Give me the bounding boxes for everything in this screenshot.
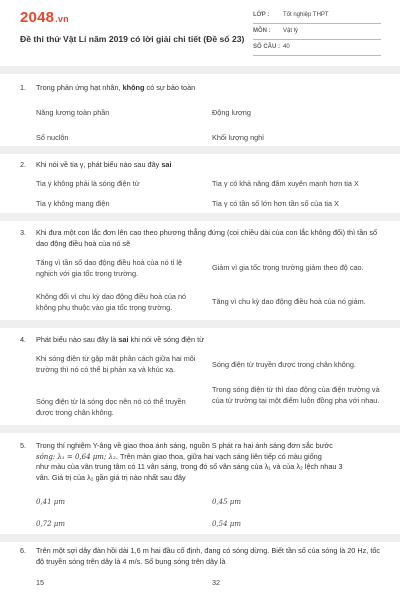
answer-option[interactable]: Tia γ không phải là sóng điện từ [36, 179, 140, 188]
question-text: Phát biểu nào sau đây là sai khi nói về sóng điện từ [36, 335, 204, 344]
answer-option[interactable]: 15 [36, 578, 45, 587]
logo-main: 2048 [20, 9, 55, 26]
exam-meta [253, 8, 381, 56]
answer-option[interactable]: Tia γ có tần số lớn hơn tần số của tia X [212, 199, 339, 208]
meta-value: Tốt nghiệp THPT [283, 12, 329, 18]
answer-option[interactable]: Số nuclôn [36, 133, 69, 142]
meta-value: 40 [283, 44, 290, 50]
question-number: 2. [20, 160, 27, 169]
answer-option[interactable]: Sóng điện từ truyền được trong chân không. [212, 360, 356, 369]
site-logo[interactable] [20, 9, 69, 26]
question-number: 5. [20, 441, 27, 450]
meta-label: LỚP : [253, 12, 270, 18]
answer-option[interactable]: 0,45 μm [212, 498, 241, 506]
section-divider [0, 146, 400, 154]
logo-suffix: .vn [55, 14, 69, 24]
section-divider [0, 213, 400, 221]
meta-value: Vật lý [283, 28, 299, 34]
meta-row-class [253, 8, 381, 24]
answer-option[interactable]: Giảm vì gia tốc trọng trường giảm theo độ cao. [212, 263, 364, 272]
answer-option[interactable]: Tia γ có khả năng đâm xuyên mạnh hơn tia X [212, 179, 359, 188]
exam-title: Đề thi thử Vật Lí năm 2019 có lời giải chi tiết (Đề số 23) [20, 34, 245, 44]
question-text: Khi nói về tia γ, phát biểu nào sau đây sai [36, 160, 172, 169]
meta-row-count [253, 40, 381, 56]
answer-option[interactable]: Tăng vì tần số dao động điều hoà của nó tỉ lệ nghịch với gia tốc trọng trường. [36, 258, 183, 278]
meta-row-subject [253, 24, 381, 40]
answer-option[interactable]: Động lượng [212, 108, 251, 117]
question-number: 3. [20, 228, 27, 237]
question-text: Trên một sợi dây đàn hồi dài 1,6 m hai đầu cố định, đang có sóng dừng. Biết tần số của sóng là 20 Hz, tốc độ truyền sóng trên dây là 4 m/s. Số bụng sóng trên dây là [36, 546, 381, 566]
section-divider [0, 534, 400, 542]
question-text: Trong thí nghiệm Y-âng về giao thoa ánh sáng, nguồn S phát ra hai ánh sáng đơn sắc bước sóng: λ₁ = 0,64 μm; λ₂. Trên màn giao thoa, giữa hai vạch sáng liên tiếp có màu giống như màu của vân trung tâm có 11 vân sáng, trong đó số vân sáng của λ₁ và của λ₂ lệch nhau 3 vân. Giá trị của λ₂ gần giá trị nào nhất sau đây [36, 441, 343, 482]
meta-label: MÔN : [253, 28, 271, 34]
answer-option[interactable]: Không đổi vì chu kỳ dao động điều hoà của nó không phụ thuộc vào gia tốc trọng trường. [36, 292, 187, 312]
question-text: Trong phản ứng hạt nhân, không có sự bảo toàn [36, 83, 196, 92]
answer-option[interactable]: Sóng điện từ là sóng dọc nên nó có thể truyền được trong chân không. [36, 397, 186, 417]
question-number: 4. [20, 335, 27, 344]
answer-option[interactable]: 0,72 μm [36, 520, 65, 528]
answer-option[interactable]: 0,41 μm [36, 498, 65, 506]
answer-option[interactable]: 0,54 μm [212, 520, 241, 528]
section-divider [0, 66, 400, 74]
answer-option[interactable]: Tăng vì chu kỳ dao động điều hoà của nó giảm. [212, 297, 366, 306]
section-divider [0, 320, 400, 328]
section-divider [0, 425, 400, 433]
question-number: 1. [20, 83, 27, 92]
question-text: Khi đưa một con lắc đơn lên cao theo phương thẳng đứng (coi chiều dài của con lắc không đổi) thì tần số dao động điều hoà của nó sẽ [36, 228, 378, 248]
answer-option[interactable]: Năng lượng toàn phần [36, 108, 110, 117]
answer-option[interactable]: Khi sóng điện từ gặp mặt phân cách giữa hai môi trường thì nó có thể bị phản xạ và khúc xạ. [36, 354, 196, 374]
answer-option[interactable]: Tia γ không mang điện [36, 199, 110, 208]
answer-option[interactable]: Khối lượng nghỉ [212, 133, 264, 142]
meta-label: SỐ CÂU : [253, 44, 280, 50]
page-header [0, 0, 400, 64]
question-number: 6. [20, 546, 27, 555]
answer-option[interactable]: 32 [212, 578, 221, 587]
answer-option[interactable]: Trong sóng điện từ thì dao động của điện trường và của từ trường tại một điểm luôn đồng pha với nhau. [212, 385, 380, 405]
